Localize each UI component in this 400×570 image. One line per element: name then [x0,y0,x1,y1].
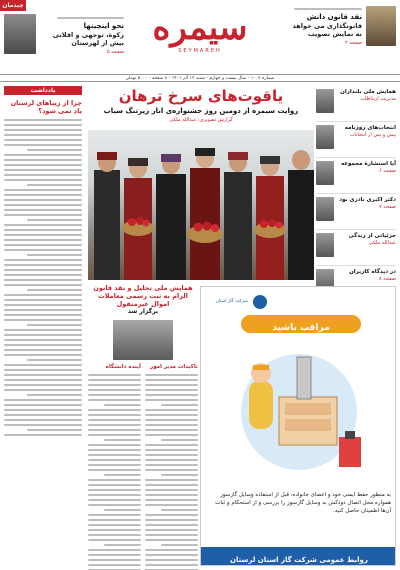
text-line [104,474,141,476]
masthead [0,0,400,74]
text-line [4,274,82,276]
left-teaser-line-2: بیش از لهرستان [71,39,124,47]
text-line [4,319,82,321]
text-line [88,549,141,551]
text-line [88,384,141,386]
text-line [145,519,198,521]
text-line [4,249,82,251]
middle-subhead: برگزار شد [127,308,159,315]
lead-subtitle: روایت سیمره از دومین روز جشنواره‌ی انار زیرتنگ سیاب [103,107,299,115]
text-line [88,424,141,426]
text-line [88,519,141,521]
text-line [88,454,141,456]
text-line [27,394,82,396]
middle-col-title-1: تاکیدات مدیر امور [150,364,198,370]
text-line [27,359,82,361]
middle-story[interactable] [88,284,198,566]
text-line [161,509,198,511]
text-line [145,554,198,556]
ad-footer [201,547,396,565]
text-line [88,469,141,471]
text-line [145,444,198,446]
text-line [145,489,198,491]
text-line [88,499,141,501]
sidebar-item-title: همایش ملی بلنداران [340,89,396,95]
text-line [88,419,141,421]
text-line [4,239,82,241]
text-line [4,369,82,371]
text-line [88,479,141,481]
text-line [4,364,82,366]
text-line [4,269,82,271]
text-line [145,559,198,561]
text-line [4,139,82,141]
left-teaser-page: صفحه ۵ [107,49,124,55]
text-line [88,529,141,531]
text-line [88,394,141,396]
right-teaser[interactable] [286,6,396,60]
sidebar-item-title: در دیدگاه کاربران [349,269,396,275]
text-line [145,464,198,466]
text-line [161,439,198,441]
newspaper-logo [140,8,260,60]
sidebar-item[interactable] [316,194,396,230]
corner-label: چیدمان [0,0,26,11]
text-line [104,509,141,511]
sidebar-item[interactable] [316,122,396,158]
right-teaser-line-2: نه نمایش تصویب [307,30,362,38]
text-line [27,254,82,256]
text-line [4,224,82,226]
text-line [145,414,198,416]
middle-headline: همایش ملی تحلیل و نقد قانون الزام به ثبت رسمی معاملات اموال غیرمنقول [93,284,193,308]
text-line [161,474,198,476]
text-line [88,389,141,391]
text-line [4,374,82,376]
ad-brand-name: شرکت گاز استان [215,299,248,304]
portrait-photo [366,6,396,46]
text-line [145,549,198,551]
sidebar-item-sub: صفحه ۸ [379,276,396,282]
sidebar-item-thumb [316,89,334,113]
ad-warning-text: مراقب باشید [272,323,330,333]
text-line [88,399,141,401]
text-line [145,564,198,566]
text-line [88,539,141,541]
text-line [4,314,82,316]
text-line [4,299,82,301]
text-line [4,409,82,411]
text-line [145,529,198,531]
right-teaser-title: نقد قانون دانش [306,13,362,21]
text-line [88,504,141,506]
text-line [27,324,82,326]
text-line [4,389,82,391]
left-teaser-title: نحو اینچینها [83,22,124,30]
left-teaser[interactable] [4,14,124,68]
text-line [145,479,198,481]
text-line [4,344,82,346]
middle-col-title-2: آینده دانشگاه [105,364,141,370]
sidebar-item-sub: مدیریت ارتباطات [360,96,396,102]
lead-story[interactable] [88,86,314,128]
text-line [88,514,141,516]
text-line [145,384,198,386]
sidebar-item-thumb [316,233,334,257]
text-line [4,164,82,166]
text-line [4,144,82,146]
sidebar-item-thumb [316,125,334,149]
text-line [88,534,141,536]
text-line [4,264,82,266]
text-line [4,414,82,416]
ad-warning-banner [241,315,361,333]
sidebar-item-title: انتخاب‌های روزنامه [344,125,396,131]
text-line [161,544,198,546]
text-line [145,374,198,376]
text-line [145,539,198,541]
sidebar-item[interactable] [316,158,396,194]
text-line [145,419,198,421]
lead-caption: گزارش تصویری: عبدالله ملکی [169,117,233,123]
text-line [145,514,198,516]
text-line [88,464,141,466]
text-line [145,524,198,526]
text-line [88,374,141,376]
sidebar-item-sub: پیش و پس از انتخابات [349,132,396,138]
dateline-text: شماره ۱۰۰۷ - سال بیست و چهارم - شنبه ۱۲ آذر ۱۴۰۱ - ۸ صفحه - ۵۰۰۰ تومان [125,76,275,81]
text-line [4,384,82,386]
right-teaser-page: صفحه ۲ [345,40,362,46]
text-line [4,419,82,421]
right-teaser-line-1: قانونگذاری می خواهد [292,22,362,30]
text-line [145,399,198,401]
text-line [88,449,141,451]
ad-brand-logo [207,291,267,311]
text-line [4,434,82,436]
text-line [88,444,141,446]
lead-photo-figures [88,130,314,280]
logo-latin: SEYMAREH [178,48,222,54]
text-line [145,484,198,486]
left-teaser-line-1: زکوة، توجهی و اقلانی [52,31,124,39]
text-line [27,219,82,221]
text-line [4,329,82,331]
ad-footer-text: روابط عمومی شرکت گاز استان لرستان [230,556,368,564]
text-line [88,559,141,561]
text-line [145,409,198,411]
text-line [4,204,82,206]
text-line [4,134,82,136]
text-line [145,469,198,471]
text-line [145,454,198,456]
text-line [145,379,198,381]
text-line [4,179,82,181]
sidebar-item[interactable] [316,230,396,266]
text-line [145,534,198,536]
text-line [88,494,141,496]
text-line [104,439,141,441]
text-line [161,404,198,406]
sidebar-item-title: جزئیاتی از زندگی [348,233,396,239]
text-line [4,124,82,126]
text-line [88,429,141,431]
sidebar-item-title: دکتر اکبری نادری بود [339,197,396,203]
middle-photo [113,320,173,360]
text-line [4,169,82,171]
ad-body-text: به منظور حفظ ایمنی خود و اعضای خانواده، قبل از استفاده وسایل گازسوز همواره محل اتصال دودکش به وسایل گازسوز را بررسی و از استحکام و ثبات آن‌ها اطمینان حاصل کنید. [215,492,391,514]
text-line [4,159,82,161]
text-line [4,284,82,286]
text-line [4,294,82,296]
text-line [145,424,198,426]
lead-photo[interactable] [88,130,314,280]
text-line [4,279,82,281]
text-line [4,309,82,311]
text-line [4,244,82,246]
text-line [4,214,82,216]
text-line [145,504,198,506]
sidebar-item-thumb [316,161,334,185]
text-line [88,459,141,461]
left-column-body [4,119,82,436]
text-line [4,189,82,191]
text-line [88,554,141,556]
text-line [88,484,141,486]
text-line [4,194,82,196]
text-line [27,149,82,151]
text-line [104,544,141,546]
text-line [4,234,82,236]
text-line [27,184,82,186]
sidebar-item[interactable] [316,86,396,122]
dateline-bar [0,74,400,82]
sidebar-item-sub: صفحه ۶ [379,168,396,174]
left-column-title[interactable]: چرا از زیبا‌های لرستان یاد نمی شود؟ [10,99,82,115]
text-line [4,229,82,231]
ad-illustration [219,337,379,487]
text-line [4,119,82,121]
text-line [145,494,198,496]
text-line [88,564,141,566]
text-line [4,209,82,211]
text-line [88,489,141,491]
text-line [27,429,82,431]
text-line [145,459,198,461]
text-line [4,339,82,341]
text-line [27,289,82,291]
sidebar-item-sub: صفحه ۷ [379,204,396,210]
text-line [145,429,198,431]
text-line [145,389,198,391]
text-line [4,354,82,356]
text-line [88,414,141,416]
text-line [4,379,82,381]
text-line [145,449,198,451]
text-line [4,154,82,156]
portrait-photo-left [4,14,36,54]
gas-company-ad[interactable] [200,286,396,566]
sidebar-item-thumb [316,197,334,221]
text-line [4,304,82,306]
text-line [4,334,82,336]
sidebar-item-title: آیا استشارۀ مجموعه [340,161,396,167]
text-line [88,524,141,526]
text-line [4,399,82,401]
left-column-header: یادداشت [4,86,82,95]
text-line [4,174,82,176]
left-column [4,86,82,566]
text-line [4,424,82,426]
text-line [145,434,198,436]
text-line [4,129,82,131]
sidebar-item-sub: عبدالله ملکی [368,240,396,246]
text-line [145,394,198,396]
text-line [88,409,141,411]
text-line [4,404,82,406]
text-line [104,404,141,406]
text-line [145,499,198,501]
text-line [4,349,82,351]
text-line [4,199,82,201]
logo-text: سیمره [152,8,248,48]
text-line [88,379,141,381]
lead-headline: یاقوت‌های سرخ ترهان [118,87,284,105]
text-line [88,434,141,436]
text-line [4,259,82,261]
